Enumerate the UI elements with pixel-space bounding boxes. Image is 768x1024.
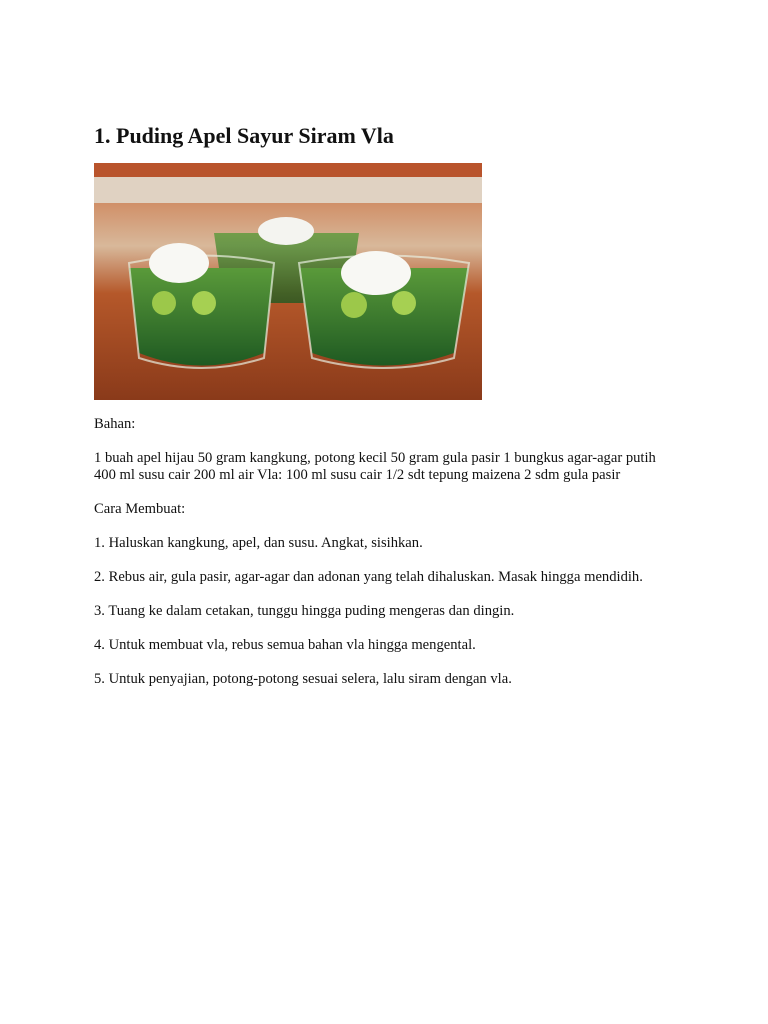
step-item: 2. Rebus air, gula pasir, agar-agar dan adonan yang telah dihaluskan. Masak hingga mendidih. xyxy=(94,569,643,585)
ingredients-heading: Bahan: xyxy=(94,416,136,432)
step-item: 1. Haluskan kangkung, apel, dan susu. Angkat, sisihkan. xyxy=(94,535,423,551)
ingredients-text: 1 buah apel hijau 50 gram kangkung, potong kecil 50 gram gula pasir 1 bungkus agar-agar putih 400 ml susu cair 200 ml air Vla: 100 ml susu cair 1/2 sdt tepung maizena 2 sdm gula pasir xyxy=(94,450,656,483)
step-item: 5. Untuk penyajian, potong-potong sesuai selera, lalu siram dengan vla. xyxy=(94,671,512,687)
steps-heading: Cara Membuat: xyxy=(94,501,186,517)
step-item: 3. Tuang ke dalam cetakan, tunggu hingga puding mengeras dan dingin. xyxy=(94,603,515,619)
recipe-body xyxy=(94,416,674,705)
step-item: 4. Untuk membuat vla, rebus semua bahan vla hingga mengental. xyxy=(94,637,476,653)
pudding-photo xyxy=(94,163,482,400)
recipe-title: 1. Puding Apel Sayur Siram Vla xyxy=(94,123,394,148)
